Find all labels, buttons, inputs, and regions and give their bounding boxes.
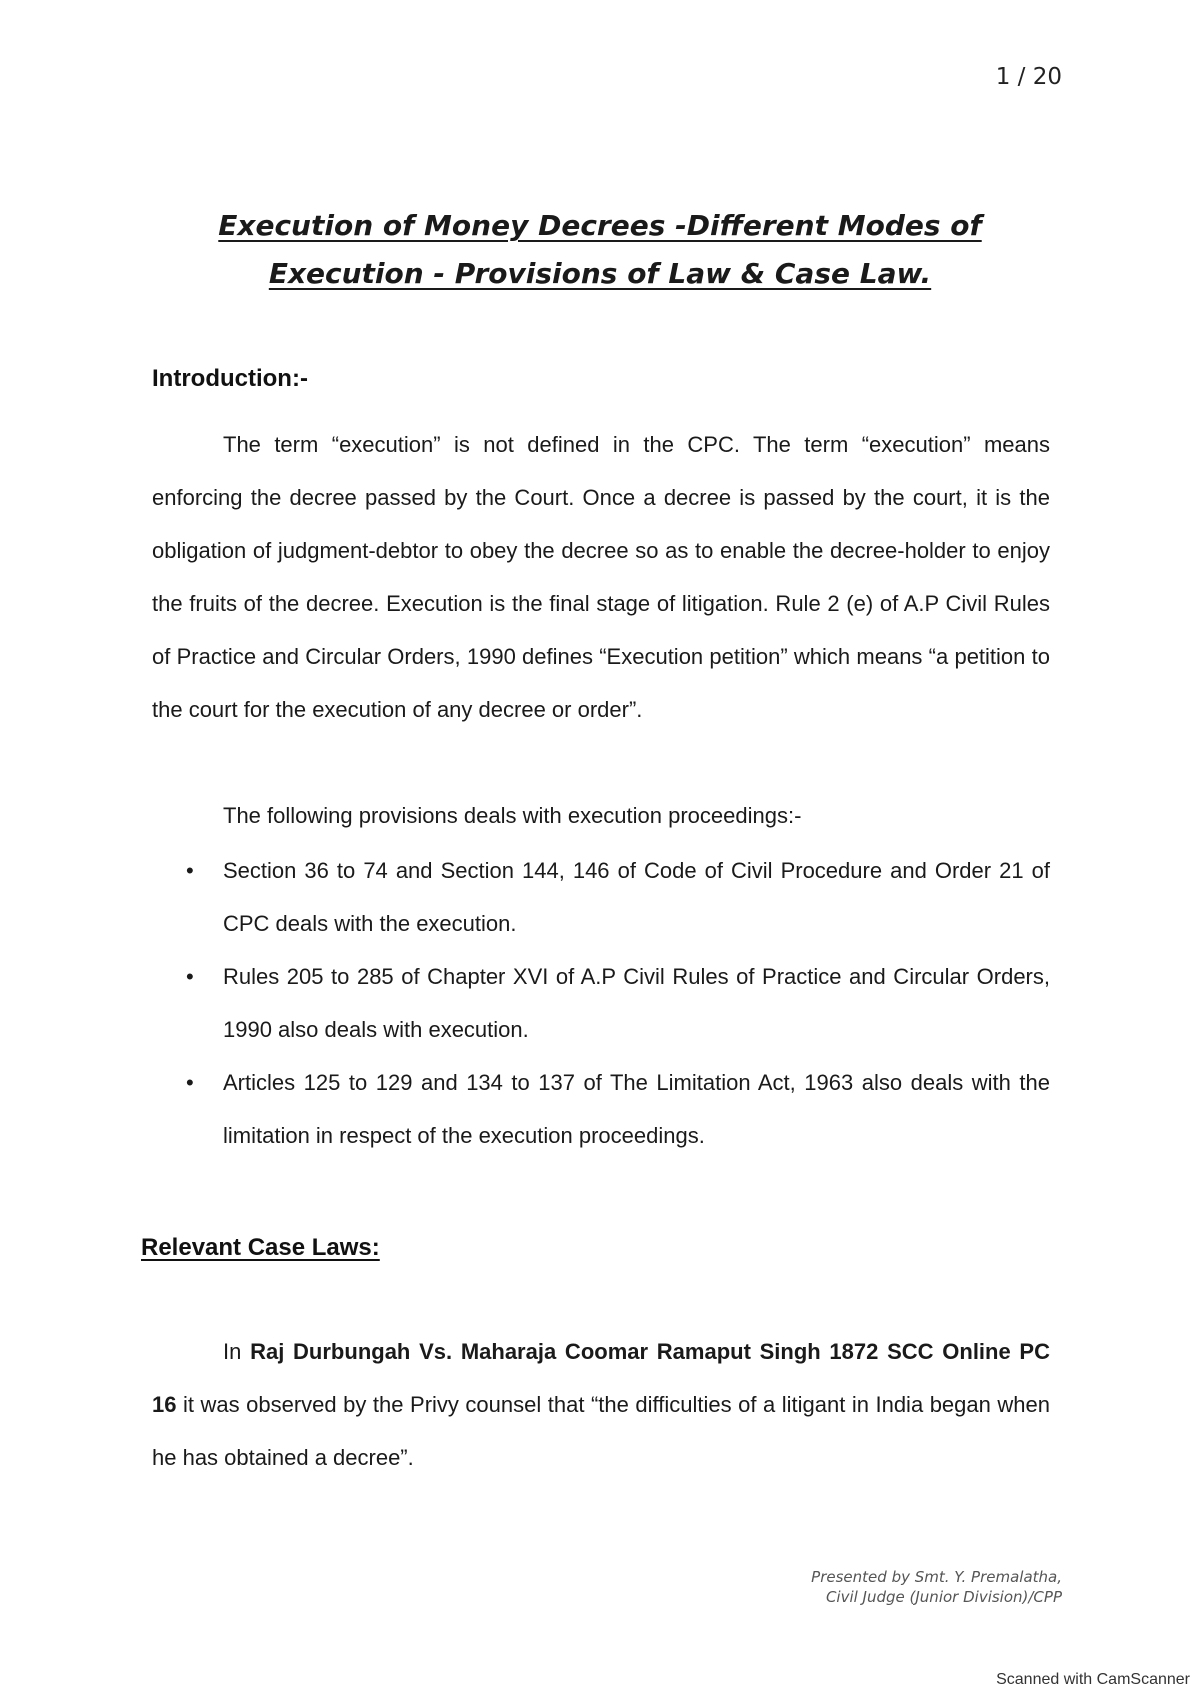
presenter-name: Presented by Smt. Y. Premalatha, bbox=[811, 1568, 1062, 1586]
scanner-watermark: Scanned with CamScanner bbox=[996, 1671, 1190, 1688]
provisions-list bbox=[152, 844, 1050, 1162]
list-item bbox=[152, 1056, 1050, 1162]
introduction-heading: Introduction:- bbox=[152, 365, 308, 392]
document-title bbox=[0, 202, 1200, 298]
bullet-icon: • bbox=[186, 1070, 194, 1095]
list-item-text: Rules 205 to 285 of Chapter XVI of A.P Civil Rules of Practice and Circular Orders, 1990 also deals with execution. bbox=[223, 964, 1050, 1042]
introduction-paragraph: The term “execution” is not defined in the CPC. The term “execution” means enforcing the decree passed by the Court. Once a decree is passed by the court, it is the obligation of judgment-debtor to obey the decree so as to enable the decree-holder to enjoy the fruits of the decree. Execution is the final stage of litigation. Rule 2 (e) of A.P Civil Rules of Practice and Circular Orders, 1990 defines “Execution petition” which means “a petition to the court for the execution of any decree or order”. bbox=[152, 432, 1050, 722]
list-item bbox=[152, 950, 1050, 1056]
list-item bbox=[152, 844, 1050, 950]
list-item-text: Articles 125 to 129 and 134 to 137 of The Limitation Act, 1963 also deals with the limitation in respect of the execution proceedings. bbox=[223, 1070, 1050, 1148]
list-item-text: Section 36 to 74 and Section 144, 146 of Code of Civil Procedure and Order 21 of CPC deals with the execution. bbox=[223, 858, 1050, 936]
bullet-icon: • bbox=[186, 858, 194, 883]
case-intro-word: In bbox=[223, 1339, 242, 1364]
title-line-2: Execution - Provisions of Law & Case Law. bbox=[268, 257, 932, 290]
case-law-paragraph bbox=[152, 1325, 1050, 1484]
case-citation: Raj Durbungah Vs. Maharaja Coomar Ramaput Singh 1872 SCC Online PC 16 bbox=[152, 1339, 1050, 1417]
bullet-icon: • bbox=[186, 964, 194, 989]
title-line-1: Execution of Money Decrees -Different Modes of bbox=[218, 209, 982, 242]
case-laws-heading: Relevant Case Laws: bbox=[141, 1234, 380, 1261]
presenter-designation: Civil Judge (Junior Division)/CPP bbox=[825, 1588, 1062, 1606]
page-number: 1 / 20 bbox=[995, 64, 1062, 90]
provisions-lead-text: The following provisions deals with execution proceedings:- bbox=[223, 803, 802, 828]
presenter-credit bbox=[811, 1567, 1062, 1607]
case-observation: it was observed by the Privy counsel that “the difficulties of a litigant in India began when he has obtained a decree”. bbox=[152, 1392, 1050, 1470]
